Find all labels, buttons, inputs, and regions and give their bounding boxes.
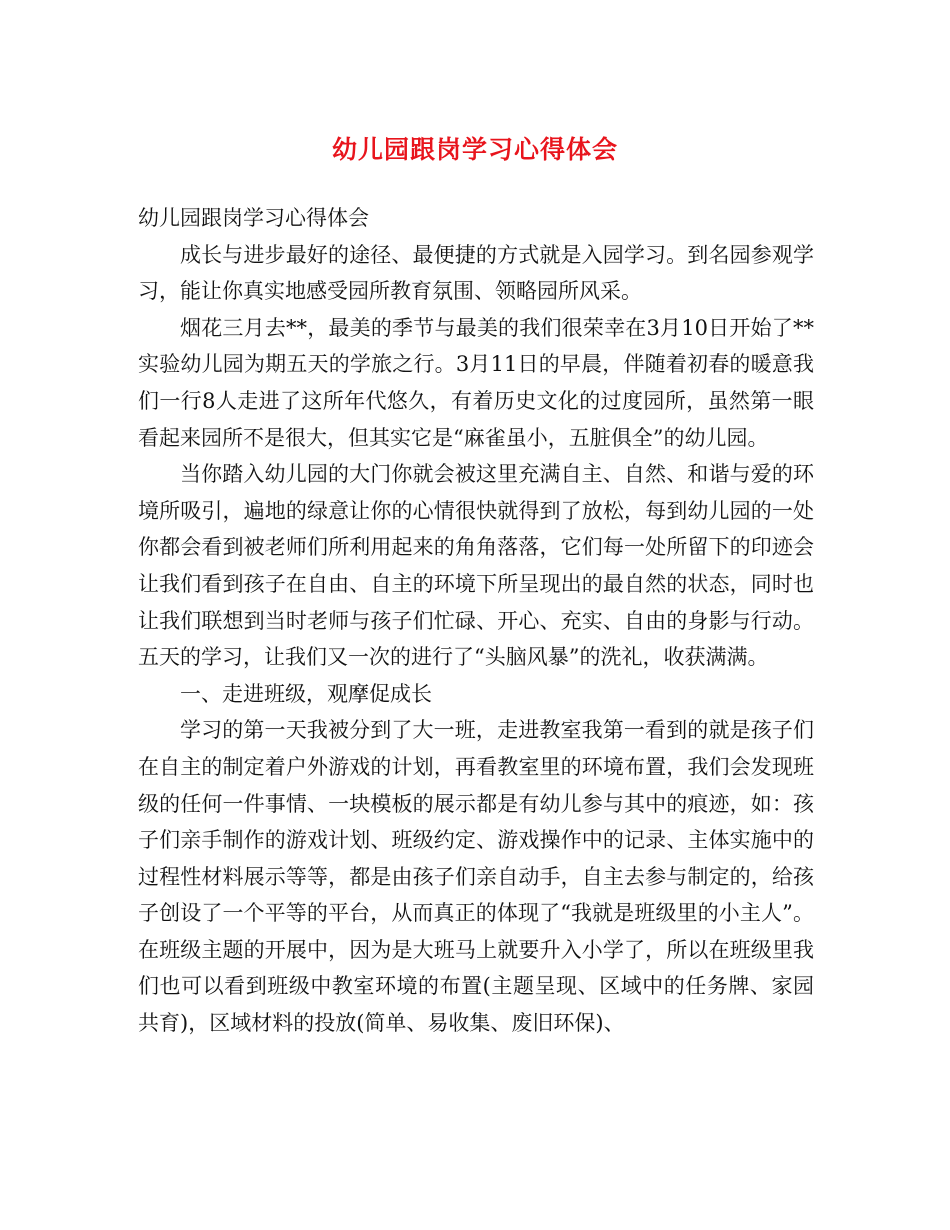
body-paragraph: 幼儿园跟岗学习心得体会 (138, 206, 369, 230)
section-heading: 一、走进班级，观摩促成长 (180, 681, 432, 706)
body-paragraph: 学习的第一天我被分到了大一班，走进教室我第一看到的就是孩子们在自主的制定着户外游戏的计划，再看教室里的环境布置，我们会发现班级的任何一件事情、一块模板的展示都是有幼儿参与其中的痕迹，如：孩子们亲手制作的游戏计划、班级约定、游戏操作中的记录、主体实施中的过程性材料展示等等，都是由孩子们亲自动手，自主去参与制定的，给孩子创设了一个平等的平台，从而真正的体现了“我就是班级里的小主人”。在班级主题的开展中，因为是大班马上就要升入小学了，所以在班级里我们也可以看到班级中教室环境的布置(主题呈现、区域中的任务牌、家园共育)，区域材料的投放(简单、易收集、废旧环保)、 (138, 718, 814, 1036)
body-paragraph: 烟花三月去**，最美的季节与最美的我们很荣幸在3月10日开始了**实验幼儿园为期五天的学旅之行。3月11日的早晨，伴随着初春的暖意我们一行8人走进了这所年代悠久，有着历史文化的过度园所，虽然第一眼看起来园所不是很大，但其实它是“麻雀虽小，五脏俱全”的幼儿园。 (138, 315, 814, 450)
body-paragraph: 成长与进步最好的途径、最便捷的方式就是入园学习。到名园参观学习，能让你真实地感受园所教育氛围、领略园所风采。 (138, 242, 814, 304)
document-body (138, 200, 814, 1042)
body-paragraph: 当你踏入幼儿园的大门你就会被这里充满自主、自然、和谐与爱的环境所吸引，遍地的绿意让你的心情很快就得到了放松，每到幼儿园的一处你都会看到被老师们所利用起来的角角落落，它们每一处所留下的印迹会让我们看到孩子在自由、自主的环境下所呈现出的最自然的状态，同时也让我们联想到当时老师与孩子们忙碌、开心、充实、自由的身影与行动。五天的学习，让我们又一次的进行了“头脑风暴”的洗礼，收获满满。 (138, 462, 814, 670)
document-title: 幼儿园跟岗学习心得体会 (331, 135, 618, 164)
